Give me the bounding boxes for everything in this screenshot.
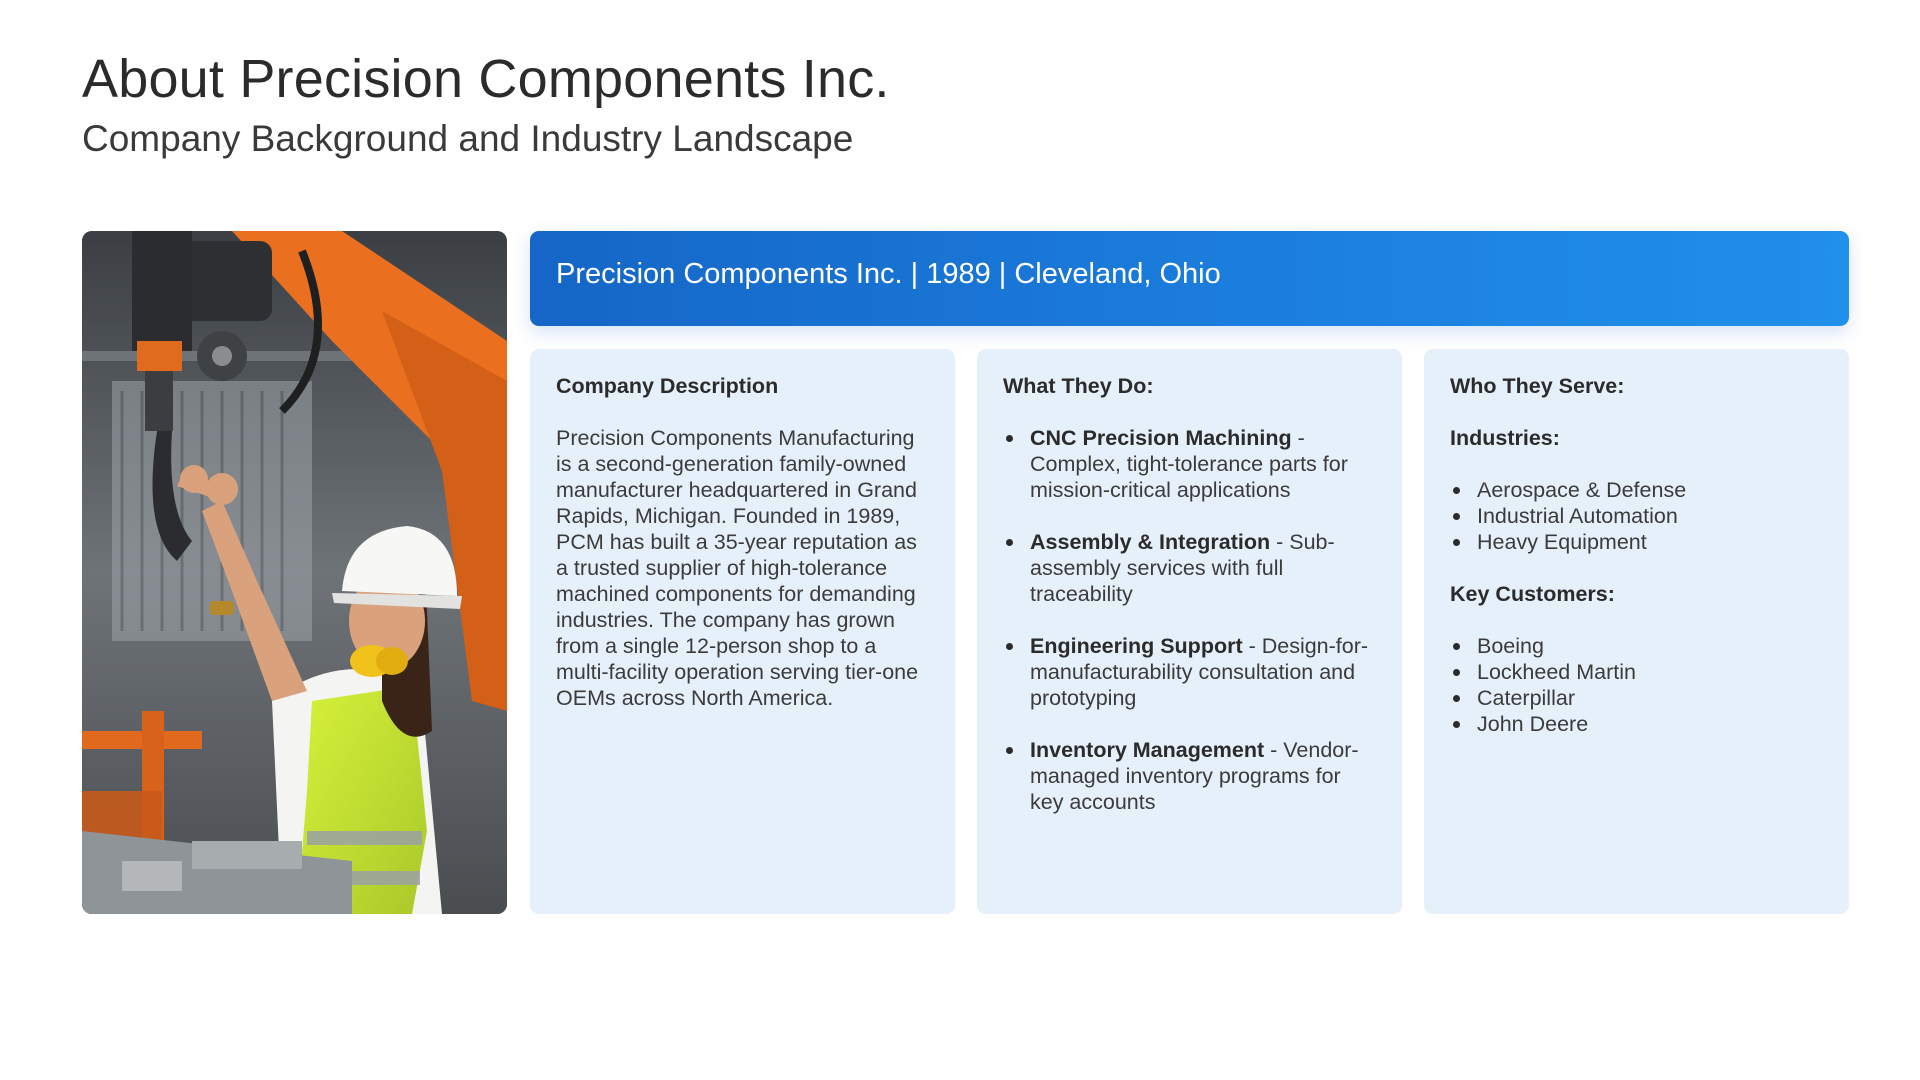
- service-name: Engineering Support: [1030, 634, 1243, 658]
- page-subtitle: Company Background and Industry Landscape: [82, 118, 854, 159]
- customers-heading: Key Customers:: [1450, 582, 1615, 606]
- factory-worker-illustration: [82, 231, 507, 914]
- service-item: [1003, 737, 1376, 815]
- customer-item: Boeing: [1450, 633, 1823, 659]
- industry-item: Heavy Equipment: [1450, 529, 1823, 555]
- services-heading: What They Do:: [1003, 374, 1154, 398]
- service-detail: - Sub-assembly services with full traceability: [1030, 530, 1335, 606]
- services-card: [977, 349, 1402, 914]
- customer-item: Lockheed Martin: [1450, 659, 1823, 685]
- industries-heading: Industries:: [1450, 426, 1560, 450]
- audience-card: [1424, 349, 1849, 914]
- company-description-card: [530, 349, 955, 914]
- service-detail: - Design-for-manufacturability consultation and prototyping: [1030, 634, 1369, 710]
- industry-item: Industrial Automation: [1450, 503, 1823, 529]
- company-banner-text: Precision Components Inc. | 1989 | Cleveland, Ohio: [556, 258, 1221, 290]
- service-item: [1003, 633, 1376, 711]
- service-name: Inventory Management: [1030, 738, 1265, 762]
- services-list: [1003, 425, 1376, 815]
- company-description-text: Precision Components Manufacturing is a second-generation family-owned manufacturer headquartered in Grand Rapids, Michigan. Founded in 1989, PCM has built a 35-year reputation as a trusted supplier of high-tolerance machined components for demanding industries. The company has grown from a single 12-person shop to a multi-facility operation serving tier-one OEMs across North America.: [556, 426, 919, 710]
- customer-item: Caterpillar: [1450, 685, 1823, 711]
- service-detail: - Complex, tight-tolerance parts for mission-critical applications: [1030, 426, 1348, 502]
- service-name: Assembly & Integration: [1030, 530, 1271, 554]
- service-item: [1003, 529, 1376, 607]
- page-title: About Precision Components Inc.: [82, 49, 890, 109]
- industry-item: Aerospace & Defense: [1450, 477, 1823, 503]
- customers-list: [1450, 633, 1823, 737]
- service-detail: - Vendor-managed inventory programs for key accounts: [1030, 738, 1359, 814]
- company-description-heading: Company Description: [556, 374, 779, 398]
- industries-list: [1450, 477, 1823, 555]
- service-name: CNC Precision Machining: [1030, 426, 1292, 450]
- company-banner: [530, 231, 1849, 326]
- audience-heading: Who They Serve:: [1450, 374, 1625, 398]
- factory-worker-photo: [82, 231, 507, 914]
- service-item: [1003, 425, 1376, 503]
- customer-item: John Deere: [1450, 711, 1823, 737]
